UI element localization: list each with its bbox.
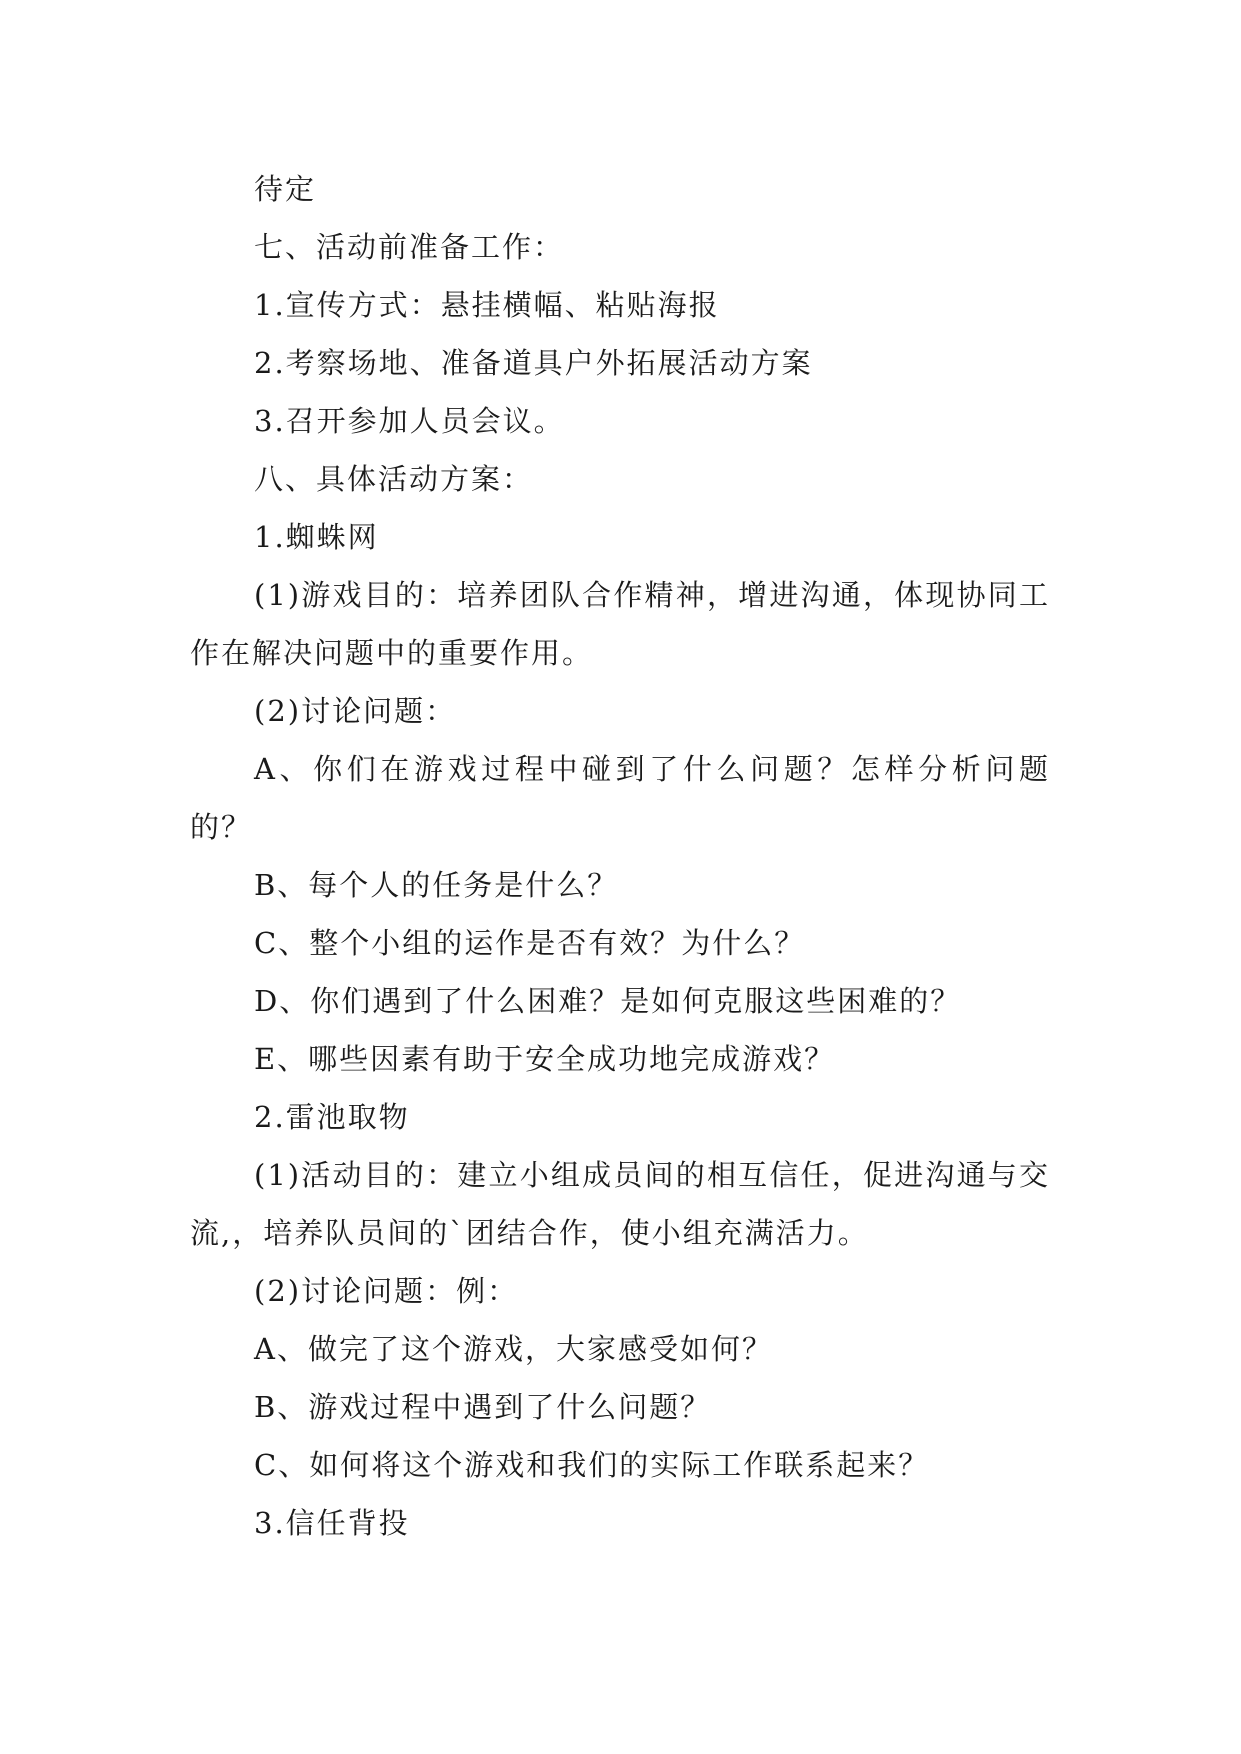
paragraph-item: (2)讨论问题：例： <box>254 1274 519 1308</box>
discussion-question: C、如何将这个游戏和我们的实际工作联系起来？ <box>254 1448 930 1482</box>
activity-title: 1.蜘蛛网 <box>254 520 379 554</box>
paragraph-pending: 待定 <box>254 172 317 206</box>
paragraph-item: (2)讨论问题： <box>254 694 457 728</box>
paragraph-item: 2.考察场地、准备道具户外拓展活动方案 <box>254 346 813 380</box>
document-body <box>190 160 1050 1552</box>
discussion-question: B、每个人的任务是什么？ <box>254 868 619 902</box>
activity-title: 2.雷池取物 <box>254 1100 410 1134</box>
paragraph-item: 1.宣传方式：悬挂横幅、粘贴海报 <box>254 288 720 322</box>
discussion-question: B、游戏过程中遇到了什么问题？ <box>254 1390 712 1424</box>
activity-title: 3.信任背投 <box>254 1506 410 1540</box>
paragraph-item: 3.召开参加人员会议。 <box>254 404 565 438</box>
discussion-question: D、你们遇到了什么困难？是如何克服这些困难的？ <box>254 984 962 1018</box>
discussion-question: A、你们在游戏过程中碰到了什么问题？怎样分析问题的？ <box>190 752 1050 844</box>
discussion-question: E、哪些因素有助于安全成功地完成游戏？ <box>254 1042 836 1076</box>
paragraph-item: (1)游戏目的：培养团队合作精神，增进沟通，体现协同工作在解决问题中的重要作用。 <box>190 578 1050 670</box>
discussion-question: C、整个小组的运作是否有效？为什么？ <box>254 926 806 960</box>
heading-section-7: 七、活动前准备工作： <box>254 230 565 264</box>
discussion-question: A、做完了这个游戏，大家感受如何？ <box>254 1332 773 1366</box>
paragraph-item: (1)活动目的：建立小组成员间的相互信任，促进沟通与交流,，培养队员间的`团结合作，使小组充满活力。 <box>190 1158 1050 1250</box>
heading-section-8: 八、具体活动方案： <box>254 462 534 496</box>
